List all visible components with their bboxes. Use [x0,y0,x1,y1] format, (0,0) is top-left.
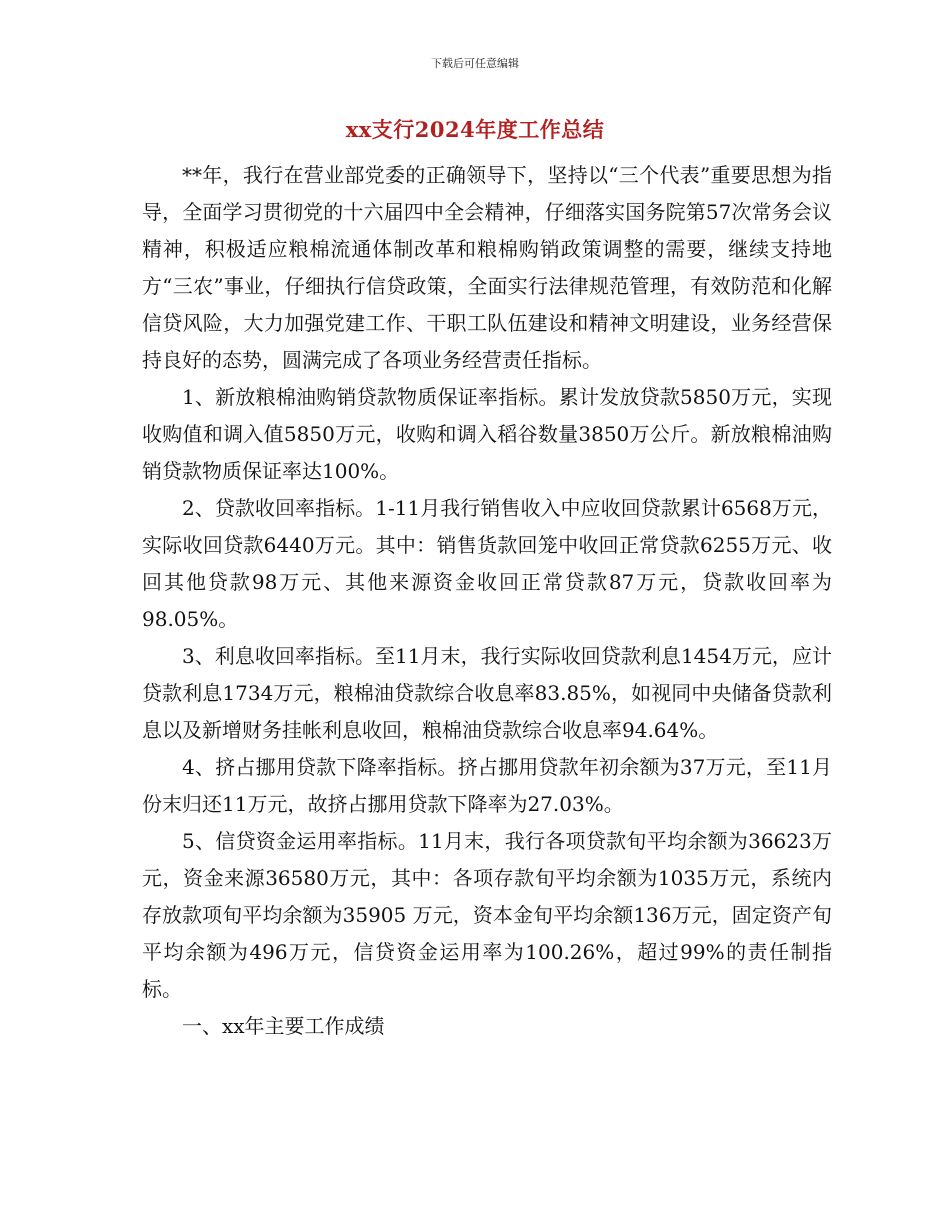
document-body [142,157,832,1045]
paragraph-item-4: 4、挤占挪用贷款下降率指标。挤占挪用贷款年初余额为37万元，至11月份末归还11万元，故挤占挪用贷款下降率为27.03%。 [142,755,832,816]
paragraph-intro: **年，我行在营业部党委的正确领导下，坚持以“三个代表”重要思想为指导，全面学习贯彻党的十六届四中全会精神，仔细落实国务院第57次常务会议精神，积极适应粮棉流通体制改革和粮棉购销政策调整的需要，继续支持地方“三农”事业，仔细执行信贷政策，全面实行法律规范管理，有效防范和化解信贷风险，大力加强党建工作、干职工队伍建设和精神文明建设，业务经营保持良好的态势，圆满完成了各项业务经营责任指标。 [142,163,832,372]
page-header-note: 下载后可任意编辑 [431,57,519,70]
paragraph-item-3: 3、利息收回率指标。至11月末，我行实际收回贷款利息1454万元，应计贷款利息1734万元，粮棉油贷款综合收息率83.85%，如视同中央储备贷款利息以及新增财务挂帐利息收回，粮棉油贷款综合收息率94.64%。 [142,644,832,742]
document-title: xx支行2024年度工作总结 [345,117,605,142]
paragraph-item-1: 1、新放粮棉油购销贷款物质保证率指标。累计发放贷款5850万元，实现收购值和调入值5850万元，收购和调入稻谷数量3850万公斤。新放粮棉油购销贷款物质保证率达100%。 [142,385,832,483]
paragraph-item-5: 5、信贷资金运用率指标。11月末，我行各项贷款旬平均余额为36623万元，资金来源36580万元，其中：各项存款旬平均余额为1035万元，系统内存放款项旬平均余额为35905 万元，资本金旬平均余额136万元，固定资产旬平均余额为496万元，信贷资金运用率为100.26%，超过99%的责任制指标。 [142,829,832,1001]
section-heading: 一、xx年主要工作成绩 [182,1014,385,1038]
paragraph-item-2: 2、贷款收回率指标。1-11月我行销售收入中应收回贷款累计6568万元，实际收回贷款6440万元。其中：销售货款回笼中收回正常贷款6255万元、收回其他贷款98万元、其他来源资金收回正常贷款87万元，贷款收回率为98.05%。 [142,496,832,631]
